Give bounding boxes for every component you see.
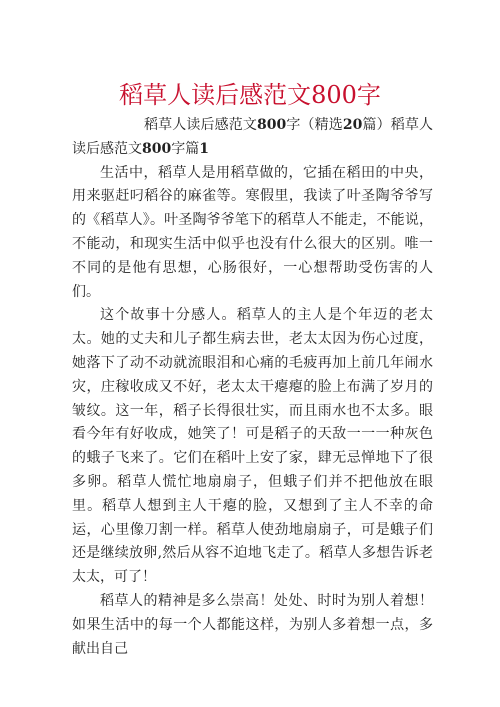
paragraph: 生活中，稻草人是用稻草做的，它插在稻田的中央，用来驱赶叼稻谷的麻雀等。寒假里，我读了叶圣陶爷爷写的《稻草人》。叶圣陶爷爷笔下的稻草人不能走，不能说，不能动，和现实生活中似乎也没有什么很大的区别。唯一不同的是他有思想，心肠很好，一心想帮助受伤害的人们。 [72, 164, 433, 300]
paragraph: 这个故事十分感人。稻草人的主人是个年迈的老太太。她的丈夫和儿子都生病去世，老太太因为伤心过度，她落下了动不动就流眼泪和心痛的毛疲再加上前几年闹水灾，庄稼收成又不好，老太太干瘪瘪的脸上布满了岁月的皱纹。这一年，稻子长得很壮实，而且雨水也不太多。眼看今年有好收成，她笑了！可是稻子的天敌一一一种灰色的蛾子飞来了。它们在稻叶上安了家，肆无忌惮地下了很多卵。稻草人慌忙地扇扇子，但蛾子们并不把他放在眼里。稻草人想到主人干瘪的脸，又想到了主人不幸的命运，心里像刀割一样。稻草人使劲地扇扇子，可是蛾子们还是继续放卵,然后从容不迫地飞走了。稻草人多想告诉老太太，可了！ [72, 307, 433, 586]
document-body [72, 114, 433, 661]
subtitle-part: 稻草人读后感范文 [144, 117, 258, 133]
subtitle-number: 20 [342, 117, 363, 133]
subtitle-number: 800 [142, 140, 172, 157]
document-title: 稻草人读后感范文800字 [119, 81, 381, 109]
subtitle-part: 字（精选 [286, 117, 343, 133]
document-subtitle [72, 114, 433, 162]
subtitle-part: 篇）稻草人读后感范文 [72, 117, 434, 157]
subtitle-number: 800 [257, 117, 287, 133]
subtitle-part: 字篇 [171, 140, 200, 157]
subtitle-number: 1 [199, 140, 209, 157]
paragraph: 稻草人的精神是多么崇高！处处、时时为别人着想！如果生活中的每一个人都能这样，为别人多着想一点，多献出自己 [72, 592, 433, 657]
